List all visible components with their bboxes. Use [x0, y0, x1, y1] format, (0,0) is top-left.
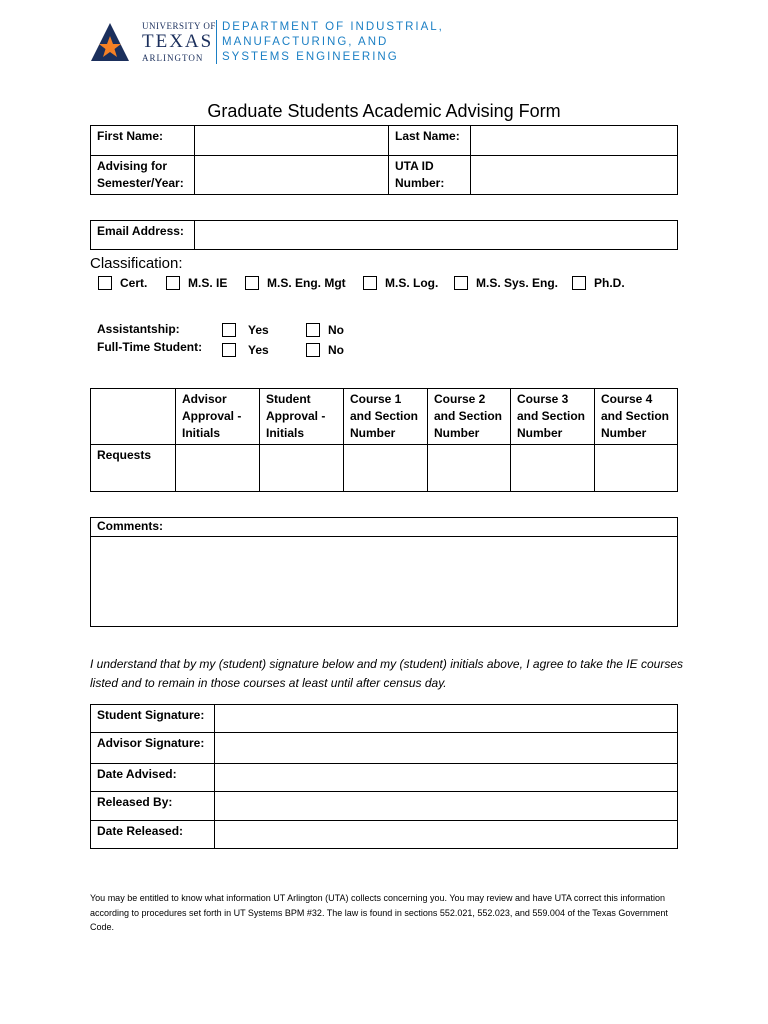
course-4-field[interactable] — [595, 445, 678, 492]
checkbox[interactable] — [166, 276, 180, 290]
released-by-field[interactable] — [215, 792, 678, 821]
university-small-text: UNIVERSITY OF — [142, 21, 216, 31]
comments-field[interactable] — [91, 537, 678, 627]
classification-option-ms-sys-eng[interactable]: M.S. Sys. Eng. — [454, 275, 558, 290]
course-3-field[interactable] — [511, 445, 595, 492]
header-course-1: Course 1 and Section Number — [344, 389, 428, 445]
university-city: ARLINGTON — [142, 53, 204, 63]
date-released-label: Date Released: — [91, 821, 215, 849]
last-name-field[interactable] — [471, 126, 678, 156]
classification-option-ms-log[interactable]: M.S. Log. — [363, 275, 438, 290]
header-course-2: Course 2 and Section Number — [428, 389, 511, 445]
checkbox[interactable] — [454, 276, 468, 290]
fulltime-no[interactable]: No — [306, 342, 344, 357]
student-signature-field[interactable] — [215, 705, 678, 733]
email-table — [90, 220, 678, 250]
course-1-field[interactable] — [344, 445, 428, 492]
advising-semester-field[interactable] — [195, 156, 389, 195]
classification-option-cert[interactable]: Cert. — [98, 275, 147, 290]
released-by-label: Released By: — [91, 792, 215, 821]
header-course-4: Course 4 and Section Number — [595, 389, 678, 445]
date-advised-field[interactable] — [215, 764, 678, 792]
agreement-statement: I understand that by my (student) signature below and my (student) initials above, I agree to take the IE courses listed and to remain in those courses at least until after census day. — [90, 657, 683, 690]
first-name-field[interactable] — [195, 126, 389, 156]
checkbox[interactable] — [306, 323, 320, 337]
checkbox[interactable] — [222, 343, 236, 357]
checkbox[interactable] — [245, 276, 259, 290]
fulltime-label: Full-Time Student: — [97, 340, 203, 354]
classification-option-ms-eng-mgt[interactable]: M.S. Eng. Mgt — [245, 275, 346, 290]
header-student-approval: Student Approval - Initials — [260, 389, 344, 445]
advising-semester-label: Advising for Semester/Year: — [91, 156, 195, 195]
student-initials-field[interactable] — [260, 445, 344, 492]
advisor-signature-label: Advisor Signature: — [91, 733, 215, 764]
classification-label: Classification: — [90, 255, 183, 272]
requests-row-label: Requests — [91, 445, 176, 492]
requests-corner-cell — [91, 389, 176, 445]
assistantship-label: Assistantship: — [97, 322, 180, 336]
first-name-label: First Name: — [91, 126, 195, 156]
advisor-signature-field[interactable] — [215, 733, 678, 764]
checkbox[interactable] — [363, 276, 377, 290]
checkbox[interactable] — [572, 276, 586, 290]
comments-table — [90, 517, 678, 627]
comments-label: Comments: — [91, 518, 678, 537]
last-name-label: Last Name: — [389, 126, 471, 156]
uta-id-label: UTA ID Number: — [389, 156, 471, 195]
header-divider — [216, 20, 217, 64]
university-name: TEXAS — [142, 31, 214, 52]
email-field[interactable] — [195, 221, 678, 250]
requests-table — [90, 388, 678, 492]
header-advisor-approval: Advisor Approval - Initials — [176, 389, 260, 445]
advisor-initials-field[interactable] — [176, 445, 260, 492]
course-2-field[interactable] — [428, 445, 511, 492]
signatures-table — [90, 704, 678, 849]
form-title: Graduate Students Academic Advising Form — [207, 101, 561, 121]
uta-id-field[interactable] — [471, 156, 678, 195]
email-label: Email Address: — [91, 221, 195, 250]
assistantship-no[interactable]: No — [306, 322, 344, 337]
department-name: DEPARTMENT OF INDUSTRIAL, MANUFACTURING, AND SYSTEMS ENGINEERING — [222, 21, 444, 63]
fulltime-yes[interactable]: Yes — [222, 342, 269, 357]
privacy-notice: You may be entitled to know what information UT Arlington (UTA) collects concerning you. You may review and have UTA correct this information according to procedures set forth in UT Systems BPM #32. The law is found in sections 552.021, 552.023, and 559.004 of the Texas Government Code. — [90, 893, 668, 932]
assistantship-yes[interactable]: Yes — [222, 322, 269, 337]
student-info-table — [90, 125, 678, 195]
classification-option-phd[interactable]: Ph.D. — [572, 275, 625, 290]
checkbox[interactable] — [98, 276, 112, 290]
date-released-field[interactable] — [215, 821, 678, 849]
uta-star-logo-icon — [90, 22, 130, 62]
classification-option-ms-ie[interactable]: M.S. IE — [166, 275, 227, 290]
student-signature-label: Student Signature: — [91, 705, 215, 733]
checkbox[interactable] — [222, 323, 236, 337]
checkbox[interactable] — [306, 343, 320, 357]
header-course-3: Course 3 and Section Number — [511, 389, 595, 445]
date-advised-label: Date Advised: — [91, 764, 215, 792]
